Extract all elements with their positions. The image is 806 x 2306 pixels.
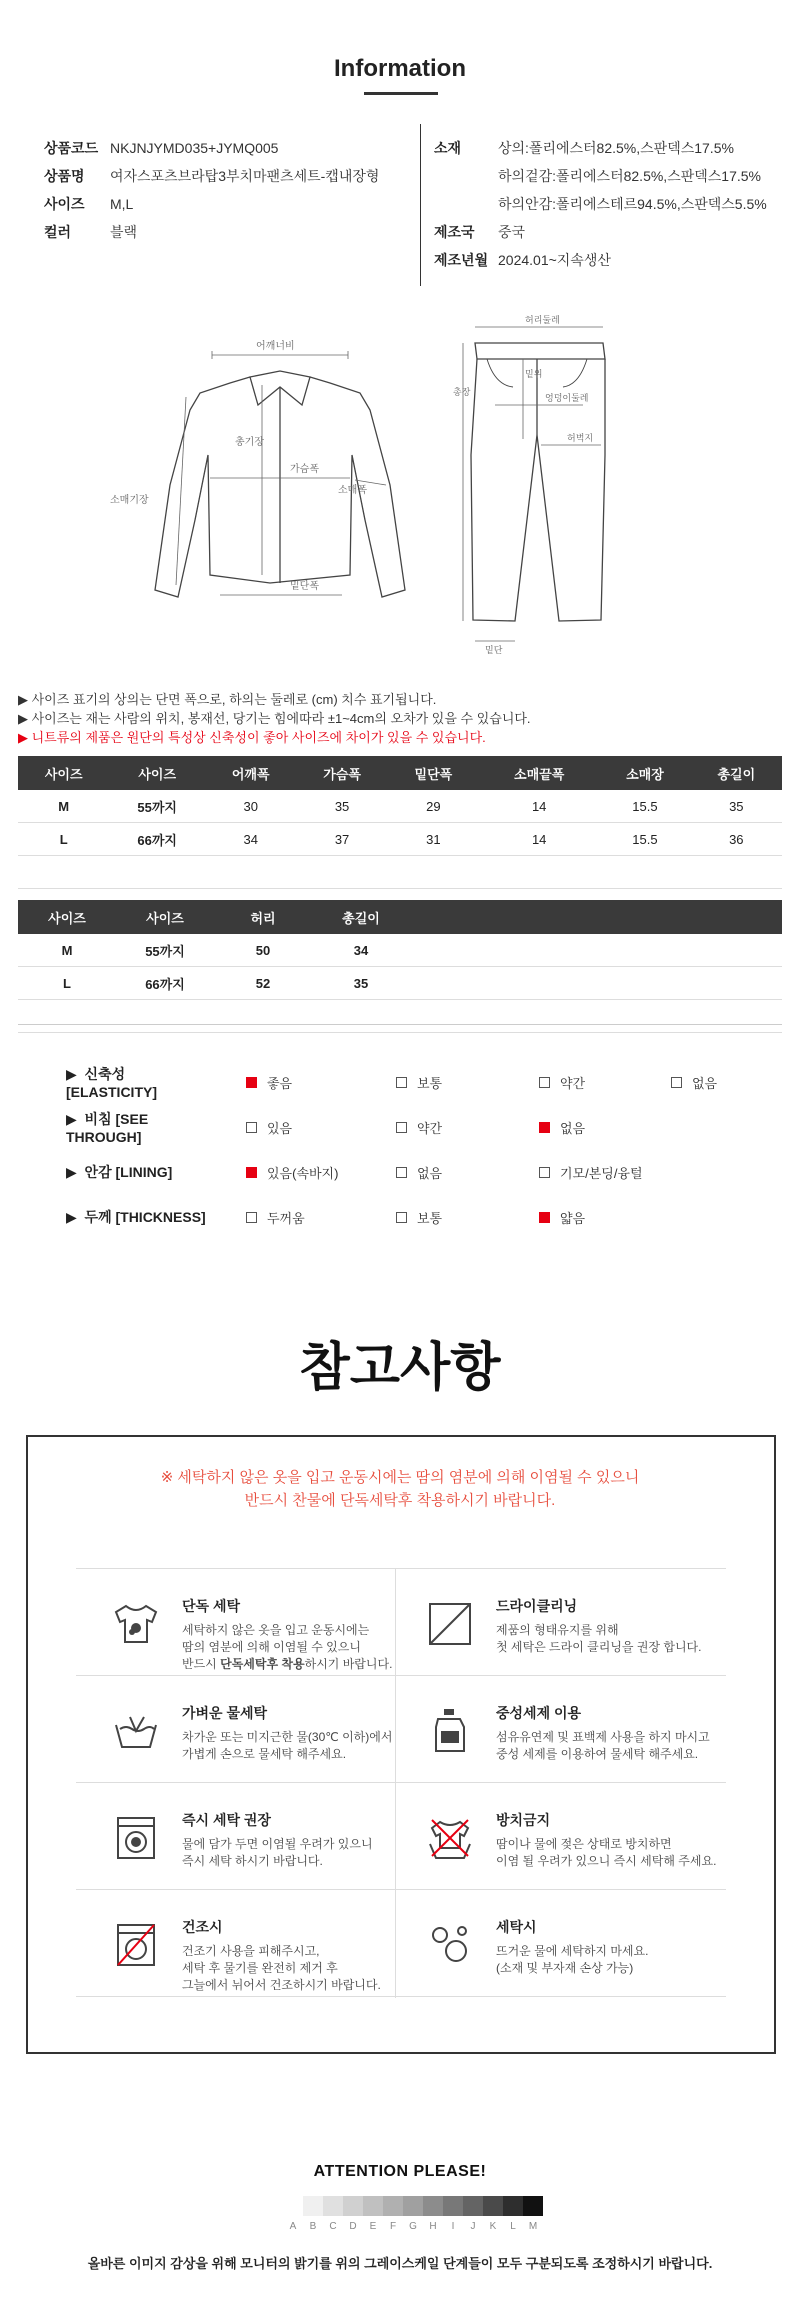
table-cell: 14 bbox=[479, 790, 599, 823]
care-desc: 섬유유연제 및 표백제 사용을 하지 마시고 중성 세제를 이용하여 물세탁 해주세요. bbox=[496, 1730, 710, 1761]
shirt-label-chest: 가슴폭 bbox=[290, 464, 319, 475]
table-header: 사이즈 bbox=[18, 756, 109, 790]
info-value: 하의안감:폴리에스테르94.5%,스판덱스5.5% bbox=[498, 196, 767, 212]
table-header-row bbox=[18, 756, 782, 790]
property-elasticity bbox=[66, 1066, 806, 1100]
info-key: 사이즈 bbox=[44, 196, 85, 212]
checkbox-checked bbox=[246, 1077, 257, 1088]
grayscale-swatch bbox=[403, 2196, 423, 2216]
care-item bbox=[398, 1796, 738, 1902]
table-cell: 66까지 bbox=[109, 823, 205, 856]
detergent-icon bbox=[426, 1707, 474, 1755]
table-cell: 14 bbox=[479, 823, 599, 856]
table-cell: 34 bbox=[312, 934, 410, 967]
table-row-empty bbox=[18, 1000, 782, 1033]
info-key: 제조국 bbox=[434, 224, 475, 240]
option: 약간 bbox=[396, 1118, 442, 1137]
grayscale-swatch bbox=[483, 2196, 503, 2216]
table-header: 소매끝폭 bbox=[479, 756, 599, 790]
info-key: 제조년월 bbox=[434, 252, 489, 268]
table-header: 총길이 bbox=[691, 756, 782, 790]
care-item bbox=[84, 1796, 424, 1902]
care-title: 가벼운 물세탁 bbox=[182, 1705, 268, 1721]
pants-sketch bbox=[455, 315, 625, 660]
info-value: 블랙 bbox=[110, 224, 138, 240]
checkbox bbox=[396, 1077, 407, 1088]
grayscale-swatch bbox=[383, 2196, 403, 2216]
table-cell: 35 bbox=[312, 967, 410, 1000]
grayscale-swatch bbox=[463, 2196, 483, 2216]
info-row bbox=[434, 246, 767, 274]
shirt-label-sleeve-cuff: 소매폭 bbox=[338, 485, 367, 496]
info-value: NKJNJYMD035+JYMQ005 bbox=[110, 140, 279, 156]
no-dryer-icon bbox=[112, 1921, 160, 1969]
option: 두꺼움 bbox=[246, 1208, 305, 1227]
care-desc: 차가운 또는 미지근한 물(30℃ 이하)에서 가볍게 손으로 물세탁 해주세요. bbox=[182, 1730, 393, 1761]
grayscale-bar bbox=[283, 2196, 543, 2216]
pants-label-hem: 밑단 bbox=[485, 645, 503, 655]
table-cell: 35 bbox=[296, 790, 387, 823]
care-desc: 땀이나 물에 젖은 상태로 방치하면 이염 될 우려가 있으니 즉시 세탁해 주세요. bbox=[496, 1837, 717, 1868]
care-title: 세탁시 bbox=[496, 1919, 537, 1935]
bottom-size-table bbox=[18, 900, 782, 1033]
grayscale-swatch bbox=[283, 2196, 303, 2216]
top-size-table bbox=[18, 756, 782, 889]
shirt-label-sleeve-length: 소매기장 bbox=[110, 495, 149, 506]
care-desc: 제품의 형태유지를 위해 첫 세탁은 드라이 클리닝을 권장 합니다. bbox=[496, 1623, 702, 1654]
shirt-label-length: 총기장 bbox=[235, 437, 264, 448]
care-desc: 세탁하지 않은 옷을 입고 운동시에는 땀의 염분에 의해 이염될 수 있으니 반드시 단독세탁후 착용하시기 바랍니다. bbox=[182, 1623, 393, 1671]
tshirt-stain-icon bbox=[112, 1600, 160, 1648]
care-grid-hline bbox=[76, 1568, 726, 1569]
care-item bbox=[84, 1582, 424, 1688]
table-cell: 31 bbox=[388, 823, 479, 856]
grayscale-labels: A B C D E F G H I J K L M bbox=[289, 2221, 538, 2232]
table-cell: M bbox=[18, 790, 109, 823]
pants-label-rise: 밑위 bbox=[525, 369, 543, 379]
property-thickness bbox=[66, 1205, 806, 1229]
grayscale-swatch bbox=[363, 2196, 383, 2216]
info-key: 상품코드 bbox=[44, 140, 99, 156]
table-cell: 55까지 bbox=[116, 934, 214, 967]
info-row bbox=[44, 190, 379, 218]
care-title: 건조시 bbox=[182, 1919, 223, 1935]
grayscale-swatch bbox=[323, 2196, 343, 2216]
table-cell: 55까지 bbox=[109, 790, 205, 823]
info-row bbox=[434, 162, 767, 190]
table-header: 밑단폭 bbox=[388, 756, 479, 790]
care-item bbox=[398, 1582, 738, 1688]
care-item bbox=[84, 1689, 424, 1795]
care-item bbox=[84, 1903, 424, 2009]
table-cell: 37 bbox=[296, 823, 387, 856]
table-row-empty bbox=[18, 856, 782, 889]
table-row bbox=[18, 967, 782, 1000]
table-cell: 15.5 bbox=[599, 790, 690, 823]
info-row bbox=[44, 162, 379, 190]
info-row bbox=[44, 218, 379, 246]
option: 보통 bbox=[396, 1208, 442, 1227]
attention-title: ATTENTION PLEASE! bbox=[313, 2163, 487, 2180]
property-lining bbox=[66, 1160, 806, 1184]
table-header: 어깨폭 bbox=[205, 756, 296, 790]
grayscale-swatch bbox=[523, 2196, 543, 2216]
table-cell: 50 bbox=[214, 934, 312, 967]
table-cell: 29 bbox=[388, 790, 479, 823]
table-header: 사이즈 bbox=[109, 756, 205, 790]
care-title: 드라이클리닝 bbox=[496, 1598, 578, 1614]
info-row bbox=[434, 190, 767, 218]
option: 약간 bbox=[539, 1073, 585, 1092]
table-header: 사이즈 bbox=[18, 900, 116, 934]
checkbox bbox=[246, 1122, 257, 1133]
checkbox bbox=[396, 1212, 407, 1223]
note-line: ▶ 사이즈 표기의 상의는 단면 폭으로, 하의는 둘레로 (cm) 치수 표기됩니다. bbox=[18, 692, 437, 707]
option: 얇음 bbox=[539, 1208, 585, 1227]
care-desc: 건조기 사용을 피해주시고, 세탁 후 물기를 완전히 제거 후 그늘에서 뉘어서 건조하시기 바랍니다. bbox=[182, 1944, 381, 1992]
grayscale-swatch bbox=[303, 2196, 323, 2216]
care-item bbox=[398, 1689, 738, 1795]
care-item bbox=[398, 1903, 738, 2009]
table-header: 총길이 bbox=[312, 900, 410, 934]
checkbox bbox=[539, 1077, 550, 1088]
option: 없음 bbox=[671, 1073, 717, 1092]
table-row bbox=[18, 790, 782, 823]
info-divider bbox=[420, 124, 421, 286]
shirt-label-hem: 밑단폭 bbox=[290, 581, 319, 592]
option: 기모/본딩/융털 bbox=[539, 1163, 643, 1182]
option: 있음 bbox=[246, 1118, 292, 1137]
table-cell: L bbox=[18, 967, 116, 1000]
size-notes bbox=[18, 690, 531, 747]
pants-label-thigh: 허벅지 bbox=[567, 433, 594, 443]
title-underline bbox=[364, 92, 438, 95]
property-see-through bbox=[66, 1111, 806, 1145]
table-cell: L bbox=[18, 823, 109, 856]
info-row bbox=[44, 134, 379, 162]
grayscale-swatch bbox=[443, 2196, 463, 2216]
grayscale-swatch bbox=[423, 2196, 443, 2216]
table-cell: 52 bbox=[214, 967, 312, 1000]
table-cell: 66까지 bbox=[116, 967, 214, 1000]
table-row bbox=[18, 823, 782, 856]
checkbox bbox=[396, 1122, 407, 1133]
option: 좋음 bbox=[246, 1073, 292, 1092]
info-value: 여자스포츠브라탑3부치마팬츠세트-캡내장형 bbox=[110, 168, 380, 184]
table-header: 사이즈 bbox=[116, 900, 214, 934]
attention-text: 올바른 이미지 감상을 위해 모니터의 밝기를 위의 그레이스케일 단계들이 모두 구분되도록 조정하시기 바랍니다. bbox=[87, 2256, 713, 2271]
checkbox bbox=[539, 1167, 550, 1178]
shirt-label-shoulder: 어깨너비 bbox=[256, 341, 295, 352]
checkbox-checked bbox=[246, 1167, 257, 1178]
care-title: 즉시 세탁 권장 bbox=[182, 1812, 271, 1828]
table-cell: M bbox=[18, 934, 116, 967]
table-row bbox=[18, 934, 782, 967]
option: 있음(속바지) bbox=[246, 1163, 338, 1182]
table-cell: 36 bbox=[691, 823, 782, 856]
checkbox bbox=[396, 1167, 407, 1178]
info-value: 상의:폴리에스터82.5%,스판덱스17.5% bbox=[498, 140, 734, 156]
info-key: 상품명 bbox=[44, 168, 85, 184]
pants-label-hip: 엉덩이둘레 bbox=[545, 393, 589, 403]
shirt-sketch bbox=[110, 335, 410, 625]
info-value: 중국 bbox=[498, 224, 526, 240]
info-right bbox=[434, 134, 767, 274]
checkbox-checked bbox=[539, 1122, 550, 1133]
property-label: ▶ 비침 [SEE THROUGH] bbox=[66, 1111, 149, 1145]
divider bbox=[18, 1024, 782, 1025]
bubbles-icon bbox=[426, 1921, 474, 1969]
checkbox-checked bbox=[539, 1212, 550, 1223]
care-title: 방치금지 bbox=[496, 1812, 551, 1828]
hand-wash-icon bbox=[112, 1707, 160, 1755]
care-desc: 뜨거운 물에 세탁하지 마세요. (소재 및 부자재 손상 가능) bbox=[496, 1944, 649, 1975]
table-header: 소매장 bbox=[599, 756, 690, 790]
option: 없음 bbox=[396, 1163, 442, 1182]
table-cell: 15.5 bbox=[599, 823, 690, 856]
note-line: ▶ 사이즈는 재는 사람의 위치, 봉재선, 당기는 힘에따라 ±1~4cm의 오차가 있을 수 있습니다. bbox=[18, 711, 531, 726]
property-label: ▶ 신축성 [ELASTICITY] bbox=[66, 1066, 157, 1100]
property-label: ▶ 두께 [THICKNESS] bbox=[66, 1209, 206, 1225]
info-value: M,L bbox=[110, 196, 134, 212]
reference-warning: ※ 세탁하지 않은 옷을 입고 운동시에는 땀의 염분에 의해 이염될 수 있으니 반드시 찬물에 단독세탁후 착용하시기 바랍니다. bbox=[160, 1469, 640, 1509]
table-cell: 30 bbox=[205, 790, 296, 823]
info-row bbox=[434, 134, 767, 162]
care-title: 중성세제 이용 bbox=[496, 1705, 582, 1721]
table-header-row bbox=[18, 900, 782, 934]
note-line-red: ▶ 니트류의 제품은 원단의 특성상 신축성이 좋아 사이즈에 차이가 있을 수 있습니다. bbox=[18, 730, 486, 745]
care-desc: 물에 담가 두면 이염될 우려가 있으니 즉시 세탁 하시기 바랍니다. bbox=[182, 1837, 373, 1868]
washing-machine-icon bbox=[112, 1814, 160, 1862]
table-header: 가슴폭 bbox=[296, 756, 387, 790]
table-cell: 34 bbox=[205, 823, 296, 856]
checkbox bbox=[246, 1212, 257, 1223]
option: 없음 bbox=[539, 1118, 585, 1137]
page-title: Information bbox=[334, 55, 466, 82]
grayscale-swatch bbox=[343, 2196, 363, 2216]
info-left bbox=[44, 134, 379, 246]
property-label: ▶ 안감 [LINING] bbox=[66, 1164, 173, 1180]
info-value: 하의겉감:폴리에스터82.5%,스판덱스17.5% bbox=[498, 168, 761, 184]
option: 보통 bbox=[396, 1073, 442, 1092]
info-key: 소재 bbox=[434, 140, 462, 156]
checkbox bbox=[671, 1077, 682, 1088]
grayscale-swatch bbox=[503, 2196, 523, 2216]
table-cell: 35 bbox=[691, 790, 782, 823]
info-value: 2024.01~지속생산 bbox=[498, 252, 611, 268]
dry-clean-icon bbox=[426, 1600, 474, 1648]
info-row bbox=[434, 218, 767, 246]
reference-title: 참고사항 bbox=[299, 1339, 501, 1397]
pants-label-total: 총장 bbox=[453, 387, 471, 397]
no-soaking-icon bbox=[426, 1814, 474, 1862]
care-title: 단독 세탁 bbox=[182, 1598, 240, 1614]
pants-label-waist: 허리둘레 bbox=[525, 315, 560, 325]
table-header: 허리 bbox=[214, 900, 312, 934]
info-key: 컬러 bbox=[44, 224, 72, 240]
